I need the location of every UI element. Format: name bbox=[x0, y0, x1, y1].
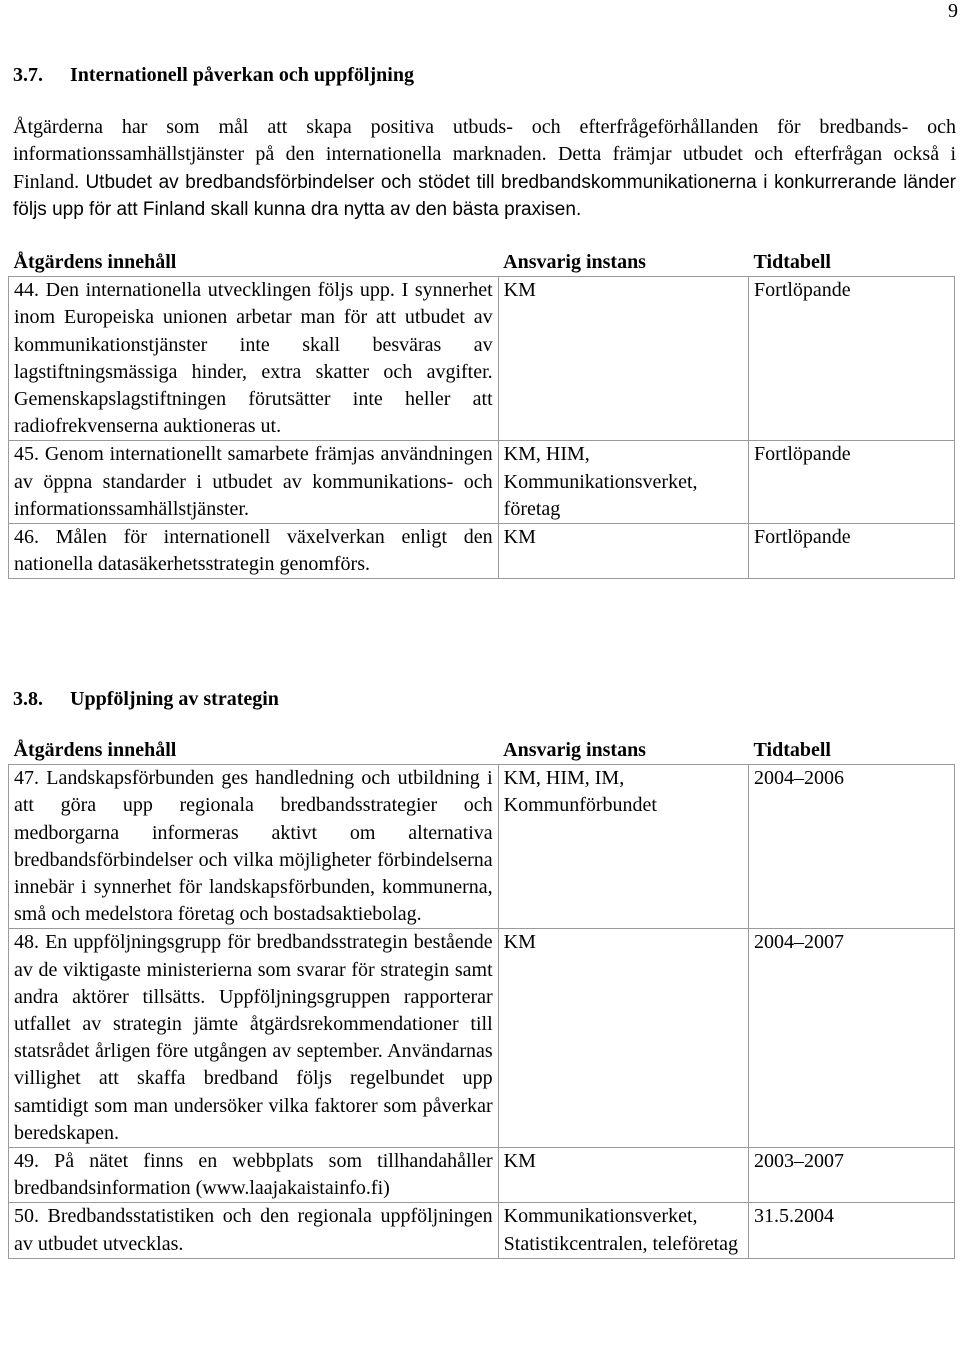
table-row bbox=[9, 1148, 955, 1203]
measure-responsible: KM bbox=[498, 1148, 748, 1203]
table-header-row bbox=[9, 737, 955, 765]
column-header-responsible: Ansvarig instans bbox=[498, 249, 748, 277]
measure-schedule: Fortlöpande bbox=[749, 524, 955, 579]
section-heading-3-8 bbox=[13, 686, 279, 713]
table-header-row bbox=[9, 249, 955, 277]
measure-responsible: KM, HIM, Kommunikationsverket, företag bbox=[498, 441, 748, 524]
table-row bbox=[9, 1203, 955, 1258]
column-header-schedule: Tidtabell bbox=[749, 249, 955, 277]
section-intro bbox=[13, 114, 956, 223]
section-heading-3-7 bbox=[13, 62, 414, 89]
measure-content: 50. Bredbandsstatistiken och den regionala uppföljningen av utbudet utvecklas. bbox=[9, 1203, 499, 1258]
column-header-schedule: Tidtabell bbox=[749, 737, 955, 765]
column-header-content: Åtgärdens innehåll bbox=[9, 249, 499, 277]
column-header-content: Åtgärdens innehåll bbox=[9, 737, 499, 765]
intro-text: Åtgärderna har som mål att skapa positiva utbuds- och efterfrågeförhållanden för bredbands- och informationssamhällstjänster på den internationella marknaden. Detta främjar utbudet och efterfrågan också i Finland. bbox=[13, 116, 956, 193]
section-number: 3.8. bbox=[13, 688, 43, 710]
measure-schedule: 2004–2007 bbox=[749, 929, 955, 1148]
measure-schedule: Fortlöpande bbox=[749, 441, 955, 524]
table-row bbox=[9, 277, 955, 441]
measure-content: 49. På nätet finns en webbplats som tillhandahåller bredbandsinformation (www.laajakaistainfo.fi) bbox=[9, 1148, 499, 1203]
measure-schedule: 2003–2007 bbox=[749, 1148, 955, 1203]
measure-responsible: KM bbox=[498, 929, 748, 1148]
measure-responsible: KM bbox=[498, 524, 748, 579]
measures-table-3-8 bbox=[8, 737, 955, 1259]
measure-content: 46. Målen för internationell växelverkan enligt den nationella datasäkerhetsstrategin genomförs. bbox=[9, 524, 499, 579]
measure-responsible: Kommunikationsverket, Statistikcentralen, teleföretag bbox=[498, 1203, 748, 1258]
table-row bbox=[9, 524, 955, 579]
section-title: Uppföljning av strategin bbox=[70, 688, 279, 710]
measure-responsible: KM bbox=[498, 277, 748, 441]
measure-schedule: 2004–2006 bbox=[749, 765, 955, 929]
column-header-responsible: Ansvarig instans bbox=[498, 737, 748, 765]
table-row bbox=[9, 441, 955, 524]
page-number: 9 bbox=[948, 0, 958, 22]
section-number: 3.7. bbox=[13, 64, 43, 86]
measure-schedule: Fortlöpande bbox=[749, 277, 955, 441]
measure-content: 45. Genom internationellt samarbete främjas användningen av öppna standarder i utbudet av kommunikations- och informationssamhällstjänster. bbox=[9, 441, 499, 524]
measures-table-3-7 bbox=[8, 249, 955, 579]
table-row bbox=[9, 929, 955, 1148]
intro-text-sans: Utbudet av bredbandsförbindelser och stödet till bredbandskommunikationerna i konkurrerande länder följs upp för att Finland skall kunna dra nytta av den bästa praxisen. bbox=[13, 171, 957, 220]
section-title: Internationell påverkan och uppföljning bbox=[70, 64, 414, 86]
table-row bbox=[9, 765, 955, 929]
measure-schedule: 31.5.2004 bbox=[749, 1203, 955, 1258]
measure-responsible: KM, HIM, IM, Kommunförbundet bbox=[498, 765, 748, 929]
measure-content: 47. Landskapsförbunden ges handledning och utbildning i att göra upp regionala bredbandsstrategier och medborgarna informeras aktivt om alternativa bredbandsförbindelser och vilka möjligheter förbindelserna innebär i synnerhet för landskapsförbunden, kommunerna, små och medelstora företag och bostadsaktiebolag. bbox=[9, 765, 499, 929]
measure-content: 44. Den internationella utvecklingen följs upp. I synnerhet inom Europeiska unionen arbetar man för att utbudet av kommunikationstjänster inte skall besväras av lagstiftningsmässiga hinder, extra skatter och avgifter. Gemenskapslagstiftningen förutsätter inte heller att radiofrekvenserna auktioneras ut. bbox=[9, 277, 499, 441]
measure-content: 48. En uppföljningsgrupp för bredbandsstrategin bestående av de viktigaste ministerierna som svarar för strategin samt andra aktörer tillsätts. Uppföljningsgruppen rapporterar utfallet av strategin jämte åtgärdsrekommendationer till statsrådet årligen före utgången av september. Användarnas villighet att skaffa bredband följs regelbundet upp samtidigt som man undersöker vilka faktorer som påverkar beredskapen. bbox=[9, 929, 499, 1148]
